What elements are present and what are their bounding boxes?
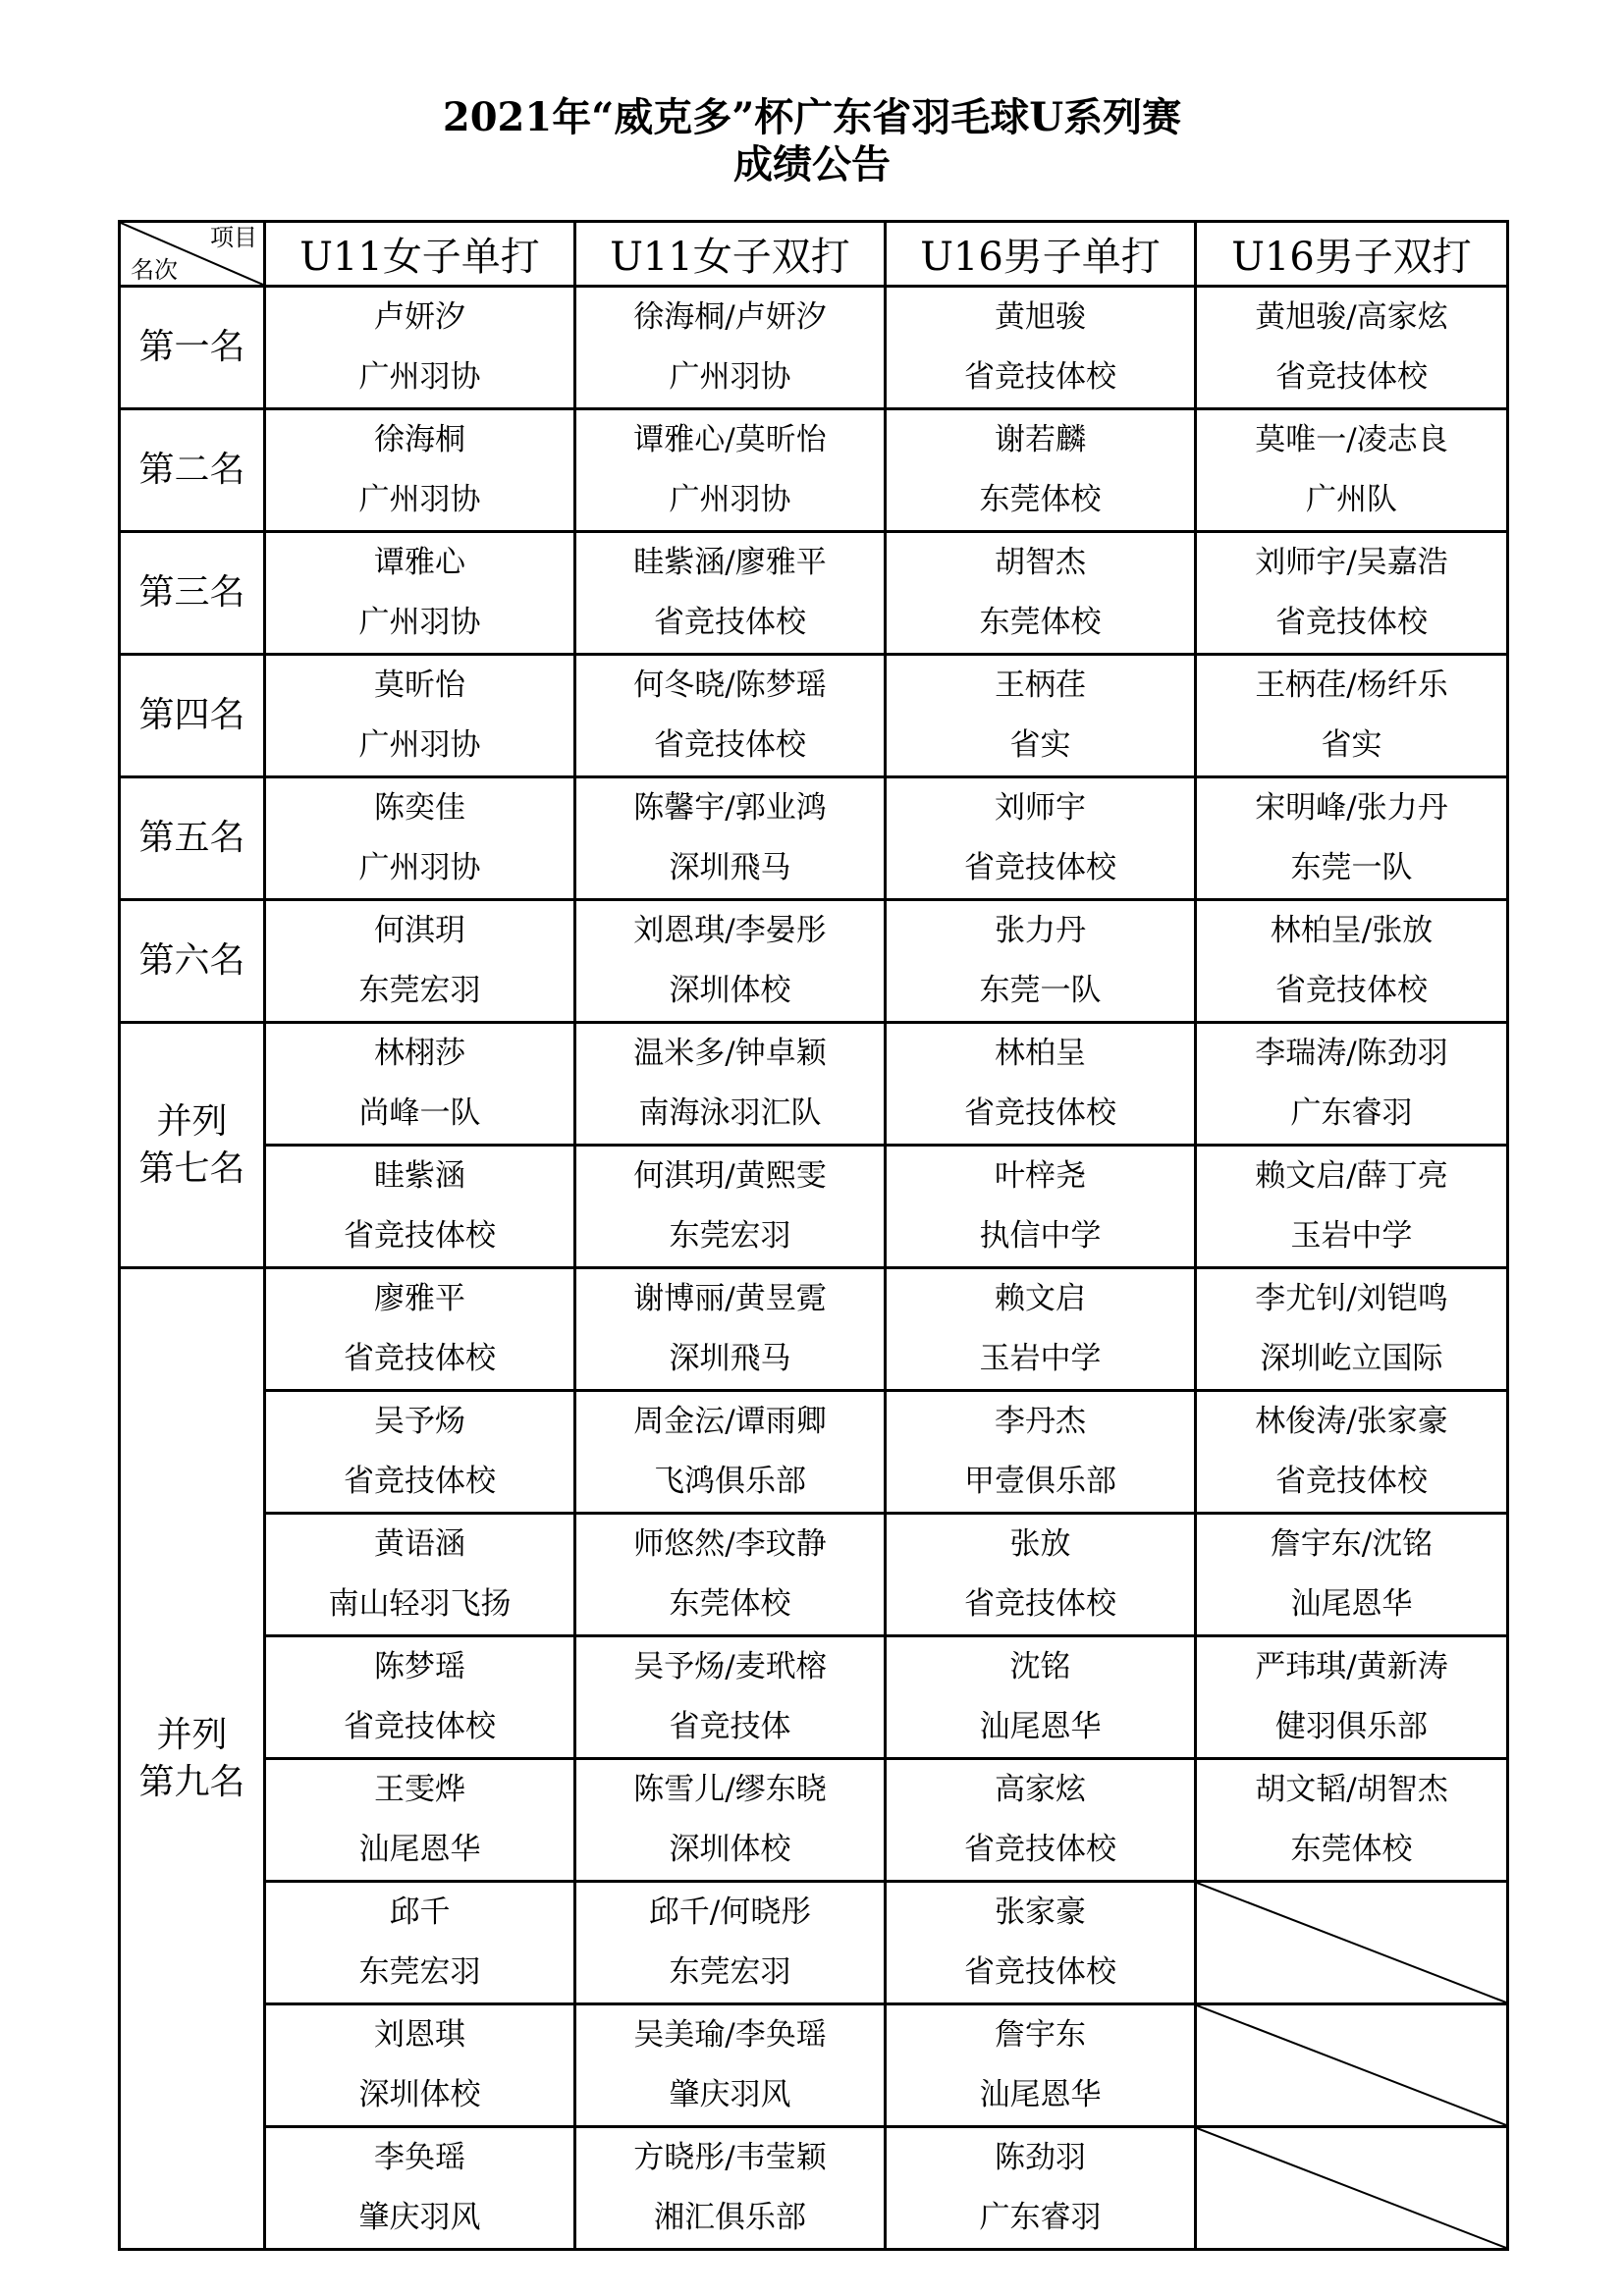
header-row bbox=[120, 222, 1508, 287]
table-row bbox=[120, 1759, 1508, 1882]
club-name: 省竞技体校 bbox=[1275, 605, 1428, 640]
page-title: 2021年“威克多”杯广东省羽毛球U系列赛 bbox=[442, 94, 1182, 140]
club-name: 省竞技体校 bbox=[964, 1586, 1116, 1622]
club-name: 广州羽协 bbox=[358, 359, 481, 395]
result-cell bbox=[886, 1759, 1196, 1882]
table-row bbox=[120, 532, 1508, 655]
club-name: 广州羽协 bbox=[358, 850, 481, 885]
empty-cell bbox=[1196, 2004, 1508, 2127]
empty-cell-diagonal-line bbox=[1197, 2005, 1506, 2125]
table-row bbox=[120, 1146, 1508, 1268]
club-name: 汕尾恩华 bbox=[1290, 1586, 1413, 1622]
table-row bbox=[120, 1391, 1508, 1514]
result-cell bbox=[575, 1391, 886, 1514]
rank-label: 第六名 bbox=[138, 940, 245, 981]
player-name: 严玮琪/黄新涛 bbox=[1255, 1649, 1448, 1684]
club-name: 广州羽协 bbox=[669, 482, 791, 517]
result-cell bbox=[1196, 777, 1508, 900]
club-name: 广东睿羽 bbox=[1290, 1095, 1413, 1131]
club-name: 省竞技体校 bbox=[1275, 1464, 1428, 1499]
player-name: 谭雅心 bbox=[374, 545, 465, 580]
result-cell bbox=[265, 2004, 575, 2127]
club-name: 省实 bbox=[1009, 727, 1071, 763]
table-row bbox=[120, 900, 1508, 1023]
club-name: 汕尾恩华 bbox=[979, 1709, 1102, 1744]
rank-label: 第二名 bbox=[138, 450, 245, 490]
result-cell bbox=[575, 1514, 886, 1636]
club-name: 广州羽协 bbox=[669, 359, 791, 395]
result-cell bbox=[886, 2127, 1196, 2250]
player-name: 刘恩琪/李晏彤 bbox=[633, 913, 827, 948]
result-cell bbox=[1196, 532, 1508, 655]
player-name: 林俊涛/张家豪 bbox=[1255, 1404, 1448, 1439]
result-cell bbox=[265, 1636, 575, 1759]
result-cell bbox=[886, 1636, 1196, 1759]
player-name: 莫唯一/凌志良 bbox=[1255, 422, 1448, 457]
club-name: 汕尾恩华 bbox=[979, 2077, 1102, 2112]
club-name: 深圳飛马 bbox=[669, 850, 791, 885]
player-name: 刘恩琪 bbox=[374, 2017, 465, 2053]
player-name: 陈奕佳 bbox=[374, 790, 465, 826]
club-name: 南海泳羽汇队 bbox=[638, 1095, 822, 1131]
rank-cell bbox=[120, 532, 265, 655]
club-name: 东莞体校 bbox=[669, 1586, 791, 1622]
page-subtitle: 成绩公告 bbox=[733, 141, 891, 187]
player-name: 胡智杰 bbox=[995, 545, 1086, 580]
player-name: 徐海桐 bbox=[374, 422, 465, 457]
table-row bbox=[120, 287, 1508, 409]
player-name: 王雯烨 bbox=[374, 1772, 465, 1807]
club-name: 省竞技体校 bbox=[964, 1954, 1116, 1990]
rank-label: 第七名 bbox=[138, 1148, 245, 1189]
table-row bbox=[120, 2127, 1508, 2250]
result-cell bbox=[886, 1023, 1196, 1146]
result-cell bbox=[1196, 1514, 1508, 1636]
club-name: 省竞技体校 bbox=[964, 850, 1116, 885]
player-name: 胡文韬/胡智杰 bbox=[1255, 1772, 1448, 1807]
player-name: 林栩莎 bbox=[374, 1036, 465, 1071]
club-name: 广州队 bbox=[1306, 482, 1397, 517]
empty-cell-diagonal-line bbox=[1197, 2128, 1506, 2248]
result-cell bbox=[886, 287, 1196, 409]
result-cell bbox=[886, 900, 1196, 1023]
player-name: 李奂瑶 bbox=[374, 2140, 465, 2175]
rank-label: 第四名 bbox=[138, 695, 245, 735]
player-name: 叶梓尧 bbox=[995, 1158, 1086, 1194]
club-name: 甲壹俱乐部 bbox=[964, 1464, 1116, 1499]
player-name: 刘师宇/吴嘉浩 bbox=[1255, 545, 1448, 580]
player-name: 赖文启 bbox=[995, 1281, 1086, 1316]
club-name: 深圳体校 bbox=[669, 973, 791, 1008]
table-row bbox=[120, 1514, 1508, 1636]
result-cell bbox=[575, 1759, 886, 1882]
rank-label: 第五名 bbox=[138, 818, 245, 858]
result-cell bbox=[265, 532, 575, 655]
player-name: 詹宇东/沈铭 bbox=[1270, 1526, 1434, 1562]
result-cell bbox=[886, 1268, 1196, 1391]
result-cell bbox=[1196, 1023, 1508, 1146]
result-cell bbox=[265, 1514, 575, 1636]
club-name: 玉岩中学 bbox=[1290, 1218, 1413, 1254]
player-name: 张力丹 bbox=[995, 913, 1086, 948]
player-name: 沈铭 bbox=[1009, 1649, 1071, 1684]
result-cell bbox=[575, 2127, 886, 2250]
rank-label: 第一名 bbox=[138, 327, 245, 367]
result-cell bbox=[265, 1268, 575, 1391]
result-cell bbox=[265, 655, 575, 777]
table-row bbox=[120, 2004, 1508, 2127]
club-name: 飞鸿俱乐部 bbox=[654, 1464, 806, 1499]
club-name: 健羽俱乐部 bbox=[1275, 1709, 1428, 1744]
player-name: 廖雅平 bbox=[374, 1281, 465, 1316]
result-cell bbox=[886, 655, 1196, 777]
result-cell bbox=[265, 1023, 575, 1146]
corner-label-rank: 名次 bbox=[131, 256, 178, 284]
player-name: 黄旭骏/高家炫 bbox=[1255, 299, 1448, 335]
club-name: 深圳飛马 bbox=[669, 1341, 791, 1376]
club-name: 执信中学 bbox=[979, 1218, 1102, 1254]
rank-label: 并列 bbox=[156, 1714, 228, 1755]
player-name: 吴予炀/麦玳榕 bbox=[633, 1649, 827, 1684]
player-name: 邱千 bbox=[389, 1895, 451, 1930]
empty-cell bbox=[1196, 1882, 1508, 2004]
player-name: 方晓彤/韦莹颖 bbox=[633, 2140, 827, 2175]
empty-cell-diagonal-line bbox=[1197, 1883, 1506, 2002]
player-name: 徐海桐/卢妍汐 bbox=[633, 299, 827, 335]
club-name: 省竞技体校 bbox=[654, 605, 806, 640]
player-name: 刘师宇 bbox=[995, 790, 1086, 826]
player-name: 王柄荏 bbox=[995, 667, 1086, 703]
result-cell bbox=[265, 409, 575, 532]
corner-header-cell bbox=[120, 222, 265, 287]
club-name: 东莞宏羽 bbox=[358, 1954, 481, 1990]
club-name: 尚峰一队 bbox=[358, 1095, 481, 1131]
column-header: U11女子双打 bbox=[575, 222, 886, 287]
player-name: 吴予炀 bbox=[374, 1404, 465, 1439]
club-name: 深圳屹立国际 bbox=[1260, 1341, 1443, 1376]
result-cell bbox=[575, 287, 886, 409]
result-cell bbox=[265, 1759, 575, 1882]
result-cell bbox=[575, 1882, 886, 2004]
club-name: 广州羽协 bbox=[358, 482, 481, 517]
result-cell bbox=[265, 777, 575, 900]
rank-cell bbox=[120, 287, 265, 409]
club-name: 东莞一队 bbox=[979, 973, 1102, 1008]
result-cell bbox=[1196, 1636, 1508, 1759]
player-name: 卢妍汐 bbox=[374, 299, 465, 335]
rank-cell bbox=[120, 655, 265, 777]
result-cell bbox=[1196, 287, 1508, 409]
results-body bbox=[120, 287, 1508, 2250]
club-name: 汕尾恩华 bbox=[358, 1832, 481, 1867]
player-name: 周金沄/谭雨卿 bbox=[633, 1404, 827, 1439]
player-name: 莫昕怡 bbox=[374, 667, 465, 703]
club-name: 省竞技体校 bbox=[654, 727, 806, 763]
rank-label: 第三名 bbox=[138, 572, 245, 613]
result-cell bbox=[265, 1391, 575, 1514]
club-name: 肇庆羽风 bbox=[669, 2077, 791, 2112]
rank-cell bbox=[120, 1268, 265, 2250]
club-name: 东莞体校 bbox=[1290, 1832, 1413, 1867]
club-name: 省竞技体 bbox=[669, 1709, 791, 1744]
club-name: 省竞技体校 bbox=[1275, 973, 1428, 1008]
club-name: 湘汇俱乐部 bbox=[654, 2200, 806, 2235]
player-name: 陈劲羽 bbox=[995, 2140, 1086, 2175]
player-name: 李尤钊/刘铠鸣 bbox=[1255, 1281, 1448, 1316]
column-header: U16男子双打 bbox=[1196, 222, 1508, 287]
table-row bbox=[120, 1636, 1508, 1759]
results-table bbox=[118, 220, 1509, 2251]
player-name: 陈雪儿/缪东晓 bbox=[633, 1772, 827, 1807]
result-cell bbox=[886, 1882, 1196, 2004]
club-name: 深圳体校 bbox=[669, 1832, 791, 1867]
result-cell bbox=[265, 287, 575, 409]
rank-cell bbox=[120, 900, 265, 1023]
result-cell bbox=[575, 2004, 886, 2127]
result-cell bbox=[575, 409, 886, 532]
club-name: 省实 bbox=[1321, 727, 1382, 763]
column-header: U11女子单打 bbox=[265, 222, 575, 287]
result-cell bbox=[1196, 1391, 1508, 1514]
club-name: 东莞体校 bbox=[979, 482, 1102, 517]
corner-label-event: 项目 bbox=[210, 224, 257, 251]
result-cell bbox=[1196, 409, 1508, 532]
table-row bbox=[120, 409, 1508, 532]
club-name: 东莞宏羽 bbox=[669, 1218, 791, 1254]
result-cell bbox=[886, 532, 1196, 655]
player-name: 王柄荏/杨纤乐 bbox=[1255, 667, 1448, 703]
table-row bbox=[120, 1268, 1508, 1391]
player-name: 邱千/何晓彤 bbox=[648, 1895, 812, 1930]
result-cell bbox=[265, 1146, 575, 1268]
club-name: 东莞宏羽 bbox=[358, 973, 481, 1008]
player-name: 黄语涵 bbox=[374, 1526, 465, 1562]
result-cell bbox=[575, 1268, 886, 1391]
player-name: 宋明峰/张力丹 bbox=[1255, 790, 1448, 826]
table-row bbox=[120, 1023, 1508, 1146]
result-cell bbox=[1196, 900, 1508, 1023]
player-name: 李丹杰 bbox=[995, 1404, 1086, 1439]
club-name: 东莞宏羽 bbox=[669, 1954, 791, 1990]
player-name: 张放 bbox=[1009, 1526, 1071, 1562]
result-cell bbox=[1196, 655, 1508, 777]
club-name: 省竞技体校 bbox=[344, 1464, 496, 1499]
result-cell bbox=[886, 1146, 1196, 1268]
player-name: 张家豪 bbox=[995, 1895, 1086, 1930]
club-name: 东莞体校 bbox=[979, 605, 1102, 640]
player-name: 林柏呈/张放 bbox=[1270, 913, 1434, 948]
result-cell bbox=[575, 1023, 886, 1146]
player-name: 陈馨宇/郭业鸿 bbox=[633, 790, 827, 826]
player-name: 何淇玥/黄熙雯 bbox=[633, 1158, 827, 1194]
result-cell bbox=[575, 900, 886, 1023]
club-name: 广州羽协 bbox=[358, 605, 481, 640]
table-row bbox=[120, 777, 1508, 900]
result-cell bbox=[1196, 1268, 1508, 1391]
player-name: 赖文启/薛丁亮 bbox=[1255, 1158, 1448, 1194]
result-cell bbox=[265, 900, 575, 1023]
club-name: 肇庆羽风 bbox=[358, 2200, 481, 2235]
result-cell bbox=[886, 777, 1196, 900]
result-cell bbox=[575, 1636, 886, 1759]
club-name: 玉岩中学 bbox=[979, 1341, 1102, 1376]
club-name: 省竞技体校 bbox=[964, 359, 1116, 395]
player-name: 眭紫涵/廖雅平 bbox=[633, 545, 827, 580]
player-name: 谢若麟 bbox=[995, 422, 1086, 457]
player-name: 何冬晓/陈梦瑶 bbox=[633, 667, 827, 703]
club-name: 东莞一队 bbox=[1290, 850, 1413, 885]
club-name: 省竞技体校 bbox=[344, 1341, 496, 1376]
rank-label: 并列 bbox=[156, 1100, 228, 1142]
player-name: 何淇玥 bbox=[374, 913, 465, 948]
result-cell bbox=[886, 409, 1196, 532]
result-cell bbox=[575, 777, 886, 900]
result-cell bbox=[575, 1146, 886, 1268]
rank-label: 第九名 bbox=[138, 1761, 245, 1802]
player-name: 谢博丽/黄昱霓 bbox=[633, 1281, 827, 1316]
player-name: 林柏呈 bbox=[995, 1036, 1086, 1071]
player-name: 黄旭骏 bbox=[995, 299, 1086, 335]
result-cell bbox=[886, 1514, 1196, 1636]
club-name: 省竞技体校 bbox=[1275, 359, 1428, 395]
column-header: U16男子单打 bbox=[886, 222, 1196, 287]
player-name: 吴美瑜/李奂瑶 bbox=[633, 2017, 827, 2053]
result-cell bbox=[265, 1882, 575, 2004]
rank-cell bbox=[120, 409, 265, 532]
club-name: 深圳体校 bbox=[358, 2077, 481, 2112]
player-name: 李瑞涛/陈劲羽 bbox=[1255, 1036, 1448, 1071]
player-name: 师悠然/李玟静 bbox=[633, 1526, 827, 1562]
player-name: 谭雅心/莫昕怡 bbox=[633, 422, 827, 457]
result-cell bbox=[265, 2127, 575, 2250]
result-cell bbox=[1196, 1146, 1508, 1268]
club-name: 省竞技体校 bbox=[344, 1218, 496, 1254]
club-name: 省竞技体校 bbox=[964, 1832, 1116, 1867]
player-name: 温米多/钟卓颖 bbox=[633, 1036, 827, 1071]
player-name: 高家炫 bbox=[995, 1772, 1086, 1807]
rank-cell bbox=[120, 777, 265, 900]
rank-cell bbox=[120, 1023, 265, 1268]
table-row bbox=[120, 655, 1508, 777]
table-row bbox=[120, 1882, 1508, 2004]
result-cell bbox=[1196, 1759, 1508, 1882]
club-name: 广州羽协 bbox=[358, 727, 481, 763]
club-name: 省竞技体校 bbox=[344, 1709, 496, 1744]
result-cell bbox=[575, 532, 886, 655]
result-cell bbox=[886, 1391, 1196, 1514]
result-cell bbox=[886, 2004, 1196, 2127]
player-name: 眭紫涵 bbox=[374, 1158, 465, 1194]
player-name: 詹宇东 bbox=[995, 2017, 1086, 2053]
club-name: 省竞技体校 bbox=[964, 1095, 1116, 1131]
result-cell bbox=[575, 655, 886, 777]
empty-cell bbox=[1196, 2127, 1508, 2250]
player-name: 陈梦瑶 bbox=[374, 1649, 465, 1684]
club-name: 广东睿羽 bbox=[979, 2200, 1102, 2235]
club-name: 南山轻羽飞扬 bbox=[328, 1586, 512, 1622]
